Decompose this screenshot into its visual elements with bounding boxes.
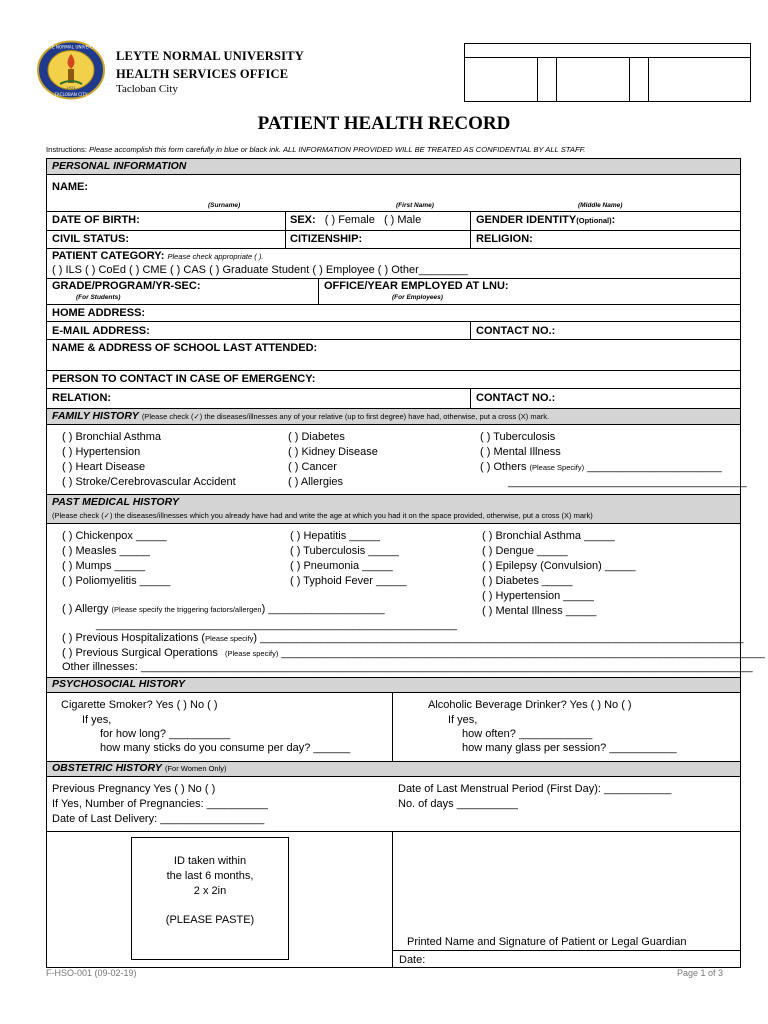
photo-instruction-line-4: (PLEASE PASTE) [165,913,255,926]
university-name: LEYTE NORMAL UNIVERSITY [116,49,304,63]
past-item-typhoid-fever[interactable]: ( ) Typhoid Fever _____ [290,575,407,587]
patient-category-note: Please check appropriate ( ). [167,252,264,261]
emergency-contact-number-label: CONTACT NO.: [476,392,556,404]
date-of-birth-label: DATE OF BIRTH: [52,214,140,226]
gender-optional-note: (Optional) [576,216,612,225]
photo-instruction-line-1: ID taken within [173,855,247,867]
form-code: F-HSO-001 (09-02-19) [46,968,137,978]
family-item-tuberculosis[interactable]: ( ) Tuberculosis [480,431,556,443]
gender-identity-label: GENDER IDENTITY [476,214,577,226]
alcohol-if-yes: If yes, [448,714,478,726]
past-item-measles[interactable]: ( ) Measles _____ [62,545,151,557]
family-others-line-2: _______________________________________ [508,476,747,488]
past-item-surgical-operations[interactable] [62,647,765,660]
surg-label: ( ) Previous Surgical Operations [62,647,218,659]
family-item-allergies[interactable]: ( ) Allergies [288,476,344,488]
family-item-kidney-disease[interactable]: ( ) Kidney Disease [288,446,378,458]
seal-text-top: LEYTE NORMAL UNIVERSITY [41,44,101,50]
last-menstrual-period[interactable]: Date of Last Menstrual Period (First Day): ___________ [398,783,672,795]
allergy-line-2: ___________________________________________________________ [96,619,457,631]
seal-year: 1921 [66,86,76,90]
family-others-line: ______________________ [587,461,722,473]
family-item-mental-illness[interactable]: ( ) Mental Illness [480,446,561,458]
cigarette-smoker-question[interactable]: Cigarette Smoker? Yes ( ) No ( ) [61,699,218,711]
date-of-last-delivery[interactable]: Date of Last Delivery: _________________ [52,813,265,825]
sex-label: SEX: [290,214,316,226]
obstetric-note: (For Women Only) [164,764,227,773]
citizenship-label: CITIZENSHIP: [290,233,363,245]
office-year-label: OFFICE/YEAR EMPLOYED AT LNU: [324,280,509,292]
grade-program-label: GRADE/PROGRAM/YR-SEC: [52,280,201,292]
signature-date-label: Date: [399,954,426,966]
instructions-label: Instructions: [46,145,87,154]
past-item-tuberculosis[interactable]: ( ) Tuberculosis _____ [290,545,399,557]
gender-colon: : [611,214,616,226]
family-history-title [52,410,549,423]
previous-pregnancy-question[interactable]: Previous Pregnancy Yes ( ) No ( ) [52,783,216,795]
control-number-box [464,43,751,102]
family-item-cancer[interactable]: ( ) Cancer [288,461,337,473]
allergy-close: ) [261,603,266,615]
family-item-hypertension[interactable]: ( ) Hypertension [62,446,141,458]
relation-label: RELATION: [52,392,112,404]
alcohol-glass-per-session[interactable]: how many glass per session? ___________ [462,742,677,754]
contact-number-label: CONTACT NO.: [476,325,556,337]
alcohol-how-often[interactable]: how often? ____________ [462,728,593,740]
sex-female-option[interactable]: ( ) Female [324,214,375,226]
university-seal [36,40,106,100]
past-item-hepatitis[interactable]: ( ) Hepatitis _____ [290,530,380,542]
email-address-label: E-MAIL ADDRESS: [52,325,150,337]
past-item-chickenpox[interactable]: ( ) Chickenpox _____ [62,530,167,542]
family-others-note: (Please Specify) [529,463,585,472]
gender-identity-field [476,214,615,227]
city-name: Tacloban City [116,83,178,95]
photo-instruction-line-2: the last 6 months, [166,870,254,883]
past-medical-header: PAST MEDICAL HISTORY [52,496,179,508]
past-item-poliomyelitis[interactable]: ( ) Poliomyelitis _____ [62,575,171,587]
civil-status-label: CIVIL STATUS: [52,233,129,245]
past-col-3 [482,529,635,619]
patient-category-options[interactable]: ( ) ILS ( ) CoEd ( ) CME ( ) CAS ( ) Graduate Student ( ) Employee ( ) Other________ [52,264,468,276]
hosp-close: ) _______________________________________________________________________________ [253,632,744,644]
middle-name-caption: (Middle Name) [578,202,623,209]
past-item-hypertension[interactable]: ( ) Hypertension _____ [482,590,594,602]
family-col-1 [62,430,236,490]
family-item-others[interactable] [480,460,747,475]
past-item-epilepsy[interactable]: ( ) Epilepsy (Convulsion) _____ [482,560,636,572]
allergy-note: (Please specify the triggering factors/allergen [111,605,262,614]
obstetric-header: OBSTETRIC HISTORY [52,762,162,774]
obstetric-history-title [52,762,227,775]
past-col-2 [290,529,407,589]
id-photo-box[interactable] [131,837,289,960]
menstrual-number-of-days[interactable]: No. of days __________ [398,798,518,810]
patient-category-field [52,250,263,263]
past-item-bronchial-asthma[interactable]: ( ) Bronchial Asthma _____ [482,530,615,542]
past-item-allergy[interactable] [62,603,385,616]
smoker-how-long[interactable]: for how long? __________ [100,728,231,740]
family-history-note: (Please check (✓) the diseases/illnesses any of your relative (up to first degree) have had, otherwise, put a cross (X) mark. [141,412,550,421]
for-employees-caption: (For Employees) [392,294,443,301]
past-item-dengue[interactable]: ( ) Dengue _____ [482,545,568,557]
page-number: Page 1 of 3 [677,968,724,978]
instructions-text: Please accomplish this form carefully in blue or black ink. ALL INFORMATION PROVIDED WILL BE TREATED AS CONFIDENTIAL BY ALL STAFF. [89,145,586,154]
sex-field [290,214,421,227]
alcohol-drinker-question[interactable]: Alcoholic Beverage Drinker? Yes ( ) No ( ) [428,699,632,711]
past-medical-note: (Please check (✓) the diseases/illnesses which you already have had and write the age at which you had it on the space provided, otherwise, put a cross (X) mark) [52,511,593,520]
past-col-1 [62,529,170,589]
past-item-diabetes[interactable]: ( ) Diabetes _____ [482,575,573,587]
family-col-2 [288,430,378,490]
home-address-label: HOME ADDRESS: [52,307,146,319]
surname-caption: (Surname) [208,202,241,209]
family-item-bronchial-asthma[interactable]: ( ) Bronchial Asthma [62,431,162,443]
office-name: HEALTH SERVICES OFFICE [116,67,289,81]
patient-category-label: PATIENT CATEGORY: [52,250,165,262]
family-item-stroke[interactable]: ( ) Stroke/Cerebrovascular Accident [62,476,236,488]
surg-line: _______________________________________________________________________________ [281,647,765,659]
other-illnesses[interactable]: Other illnesses: ____________________________________________________________________________________________________ [62,661,753,673]
smoker-sticks-per-day[interactable]: how many sticks do you consume per day? ______ [100,742,351,754]
signature-label: Printed Name and Signature of Patient or Legal Guardian [407,936,687,948]
past-item-pneumonia[interactable]: ( ) Pneumonia _____ [290,560,393,572]
school-last-attended-label: NAME & ADDRESS OF SCHOOL LAST ATTENDED: [52,342,318,354]
hosp-label: ( ) Previous Hospitalizations ( [62,632,206,644]
past-item-mumps[interactable]: ( ) Mumps _____ [62,560,146,572]
psychosocial-header: PSYCHOSOCIAL HISTORY [52,678,186,690]
photo-instruction-line-3: 2 x 2in [193,885,227,898]
past-item-mental-illness[interactable]: ( ) Mental Illness _____ [482,605,597,617]
family-col-3 [480,430,747,490]
family-item-heart-disease[interactable]: ( ) Heart Disease [62,461,146,473]
family-item-diabetes[interactable]: ( ) Diabetes [288,431,345,443]
form-title: PATIENT HEALTH RECORD [257,113,511,134]
sex-male-option[interactable]: ( ) Male [383,214,422,226]
number-of-pregnancies[interactable]: If Yes, Number of Pregnancies: __________ [52,798,268,810]
for-students-caption: (For Students) [76,294,121,301]
emergency-contact-label: PERSON TO CONTACT IN CASE OF EMERGENCY: [52,373,316,385]
allergy-label: ( ) Allergy [62,603,109,615]
allergy-line: ___________________ [268,603,385,615]
surg-note: (Please specify) [224,649,279,658]
first-name-caption: (First Name) [396,202,434,209]
family-history-header: FAMILY HISTORY [52,410,139,422]
seal-text-bottom: TACLOBAN CITY [54,92,88,97]
hosp-note: Please specify [205,634,254,643]
smoker-if-yes: If yes, [82,714,112,726]
personal-info-header: PERSONAL INFORMATION [52,160,187,172]
religion-label: RELIGION: [476,233,533,245]
family-others-label: ( ) Others [480,461,527,473]
name-label: NAME: [52,181,89,193]
past-item-hospitalizations[interactable] [62,632,743,645]
instructions [46,145,585,154]
